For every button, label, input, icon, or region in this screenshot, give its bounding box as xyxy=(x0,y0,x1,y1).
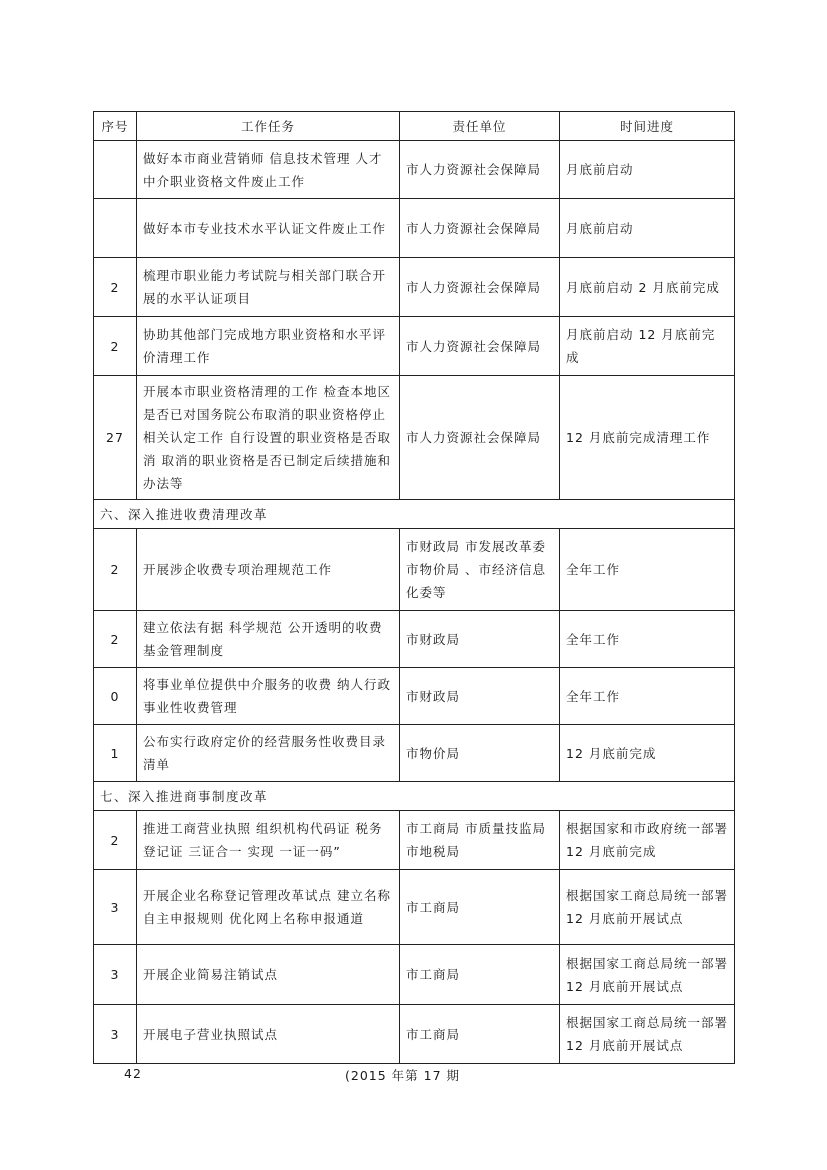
table-row xyxy=(94,870,735,945)
unit-cell: 市物价局 xyxy=(400,725,560,782)
task-cell: 将事业单位提供中介服务的收费 纳人行政事业性收费管理 xyxy=(137,668,400,725)
schedule-cell: 月底前启动 xyxy=(560,199,735,258)
task-cell: 开展涉企收费专项治理规范工作 xyxy=(137,529,400,611)
table-row xyxy=(94,945,735,1005)
row-number: 3 xyxy=(94,945,137,1005)
task-cell: 公布实行政府定价的经营服务性收费目录清单 xyxy=(137,725,400,782)
row-number xyxy=(94,199,137,258)
table-row xyxy=(94,725,735,782)
unit-cell: 市人力资源社会保障局 xyxy=(400,317,560,376)
section-title: 七、深入推进商事制度改革 xyxy=(94,782,735,811)
row-number: 27 xyxy=(94,376,137,500)
row-number: 2 xyxy=(94,529,137,611)
task-cell: 开展本市职业资格清理的工作 检查本地区是否已对国务院公布取消的职业资格停止相关认定工作 自行设置的职业资格是否取消 取消的职业资格是否已制定后续措施和办法等 xyxy=(137,376,400,500)
unit-cell: 市工商局 市质量技监局 市地税局 xyxy=(400,811,560,870)
unit-cell: 市工商局 xyxy=(400,945,560,1005)
task-cell: 开展企业简易注销试点 xyxy=(137,945,400,1005)
row-number: 2 xyxy=(94,258,137,317)
unit-cell: 市财政局 xyxy=(400,668,560,725)
schedule-cell: 月底前启动 12 月底前完成 xyxy=(560,317,735,376)
task-table xyxy=(93,111,735,1064)
section-row xyxy=(94,500,735,529)
page-number: 42 xyxy=(124,1066,142,1081)
row-number: 3 xyxy=(94,870,137,945)
unit-cell: 市工商局 xyxy=(400,870,560,945)
row-number: 2 xyxy=(94,611,137,668)
section-row xyxy=(94,782,735,811)
row-number: 3 xyxy=(94,1005,137,1064)
unit-cell: 市人力资源社会保障局 xyxy=(400,141,560,199)
table-header-row xyxy=(94,112,735,141)
table-row xyxy=(94,376,735,500)
table-row xyxy=(94,529,735,611)
unit-cell: 市财政局 市发展改革委 市物价局 、市经济信息化委等 xyxy=(400,529,560,611)
unit-cell: 市工商局 xyxy=(400,1005,560,1064)
row-number: 0 xyxy=(94,668,137,725)
table-row xyxy=(94,199,735,258)
table-row xyxy=(94,258,735,317)
row-number: 2 xyxy=(94,811,137,870)
header-seq: 序号 xyxy=(94,112,137,141)
table-row xyxy=(94,611,735,668)
task-cell: 开展电子营业执照试点 xyxy=(137,1005,400,1064)
schedule-cell: 根据国家工商总局统一部署 12 月底前开展试点 xyxy=(560,1005,735,1064)
header-schedule: 时间进度 xyxy=(560,112,735,141)
table-row xyxy=(94,1005,735,1064)
task-cell: 做好本市专业技术水平认证文件废止工作 xyxy=(137,199,400,258)
schedule-cell: 根据国家工商总局统一部署 12 月底前开展试点 xyxy=(560,870,735,945)
schedule-cell: 12 月底前完成 xyxy=(560,725,735,782)
schedule-cell: 全年工作 xyxy=(560,611,735,668)
unit-cell: 市人力资源社会保障局 xyxy=(400,258,560,317)
issue-label: (2015 年第 17 期 xyxy=(345,1068,461,1083)
table-row xyxy=(94,811,735,870)
task-cell: 推进工商营业执照 组织机构代码证 税务登记证 三证合一 实现 一证一码” xyxy=(137,811,400,870)
schedule-cell: 全年工作 xyxy=(560,529,735,611)
row-number xyxy=(94,141,137,199)
schedule-cell: 全年工作 xyxy=(560,668,735,725)
unit-cell: 市人力资源社会保障局 xyxy=(400,199,560,258)
row-number: 2 xyxy=(94,317,137,376)
header-unit: 责任单位 xyxy=(400,112,560,141)
section-title: 六、深入推进收费清理改革 xyxy=(94,500,735,529)
unit-cell: 市财政局 xyxy=(400,611,560,668)
schedule-cell: 月底前启动 2 月底前完成 xyxy=(560,258,735,317)
table-row xyxy=(94,317,735,376)
table-row xyxy=(94,668,735,725)
table-row xyxy=(94,141,735,199)
task-cell: 开展企业名称登记管理改革试点 建立名称自主申报规则 优化网上名称申报通道 xyxy=(137,870,400,945)
task-cell: 做好本市商业营销师 信息技术管理 人才中介职业资格文件废止工作 xyxy=(137,141,400,199)
unit-cell: 市人力资源社会保障局 xyxy=(400,376,560,500)
header-task: 工作任务 xyxy=(137,112,400,141)
schedule-cell: 根据国家工商总局统一部署 12 月底前开展试点 xyxy=(560,945,735,1005)
schedule-cell: 月底前启动 xyxy=(560,141,735,199)
task-cell: 建立依法有据 科学规范 公开透明的收费基金管理制度 xyxy=(137,611,400,668)
task-cell: 协助其他部门完成地方职业资格和水平评价清理工作 xyxy=(137,317,400,376)
schedule-cell: 根据国家和市政府统一部署 12 月底前完成 xyxy=(560,811,735,870)
schedule-cell: 12 月底前完成清理工作 xyxy=(560,376,735,500)
task-cell: 梳理市职业能力考试院与相关部门联合开展的水平认证项目 xyxy=(137,258,400,317)
row-number: 1 xyxy=(94,725,137,782)
